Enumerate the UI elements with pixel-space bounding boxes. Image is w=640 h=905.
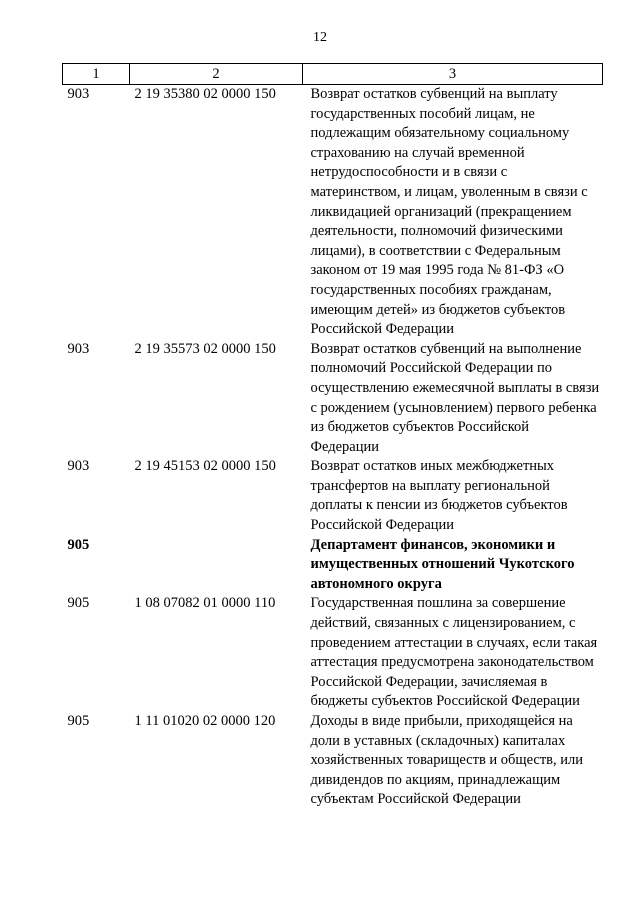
budget-code-cell: 2 19 35573 02 0000 150 (134, 340, 276, 357)
budget-code-cell (130, 536, 303, 595)
admin-code-cell: 905 (67, 595, 90, 612)
admin-code-cell: 905 (67, 713, 90, 729)
department-heading-row (63, 536, 603, 595)
table-row (63, 457, 603, 535)
budget-code-cell: 2 19 35380 02 0000 150 (134, 86, 276, 102)
budget-code-cell: 1 11 01020 02 0000 120 (134, 713, 276, 729)
description-cell: Государственная пошлина за совершение действий, связанных с лицензированием, с проведением аттестации в случаях, если такая аттестация предусмотрена законодательством Российской Федерации, зачисляемая в бюджеты субъектов Российской Федерации (310, 595, 598, 710)
column-header-1: 1 (63, 64, 130, 85)
admin-code-cell: 903 (67, 340, 90, 357)
table-row (63, 85, 603, 340)
description-cell: Доходы в виде прибыли, приходящейся на доли в уставных (складочных) капиталах хозяйственных товариществ и обществ, или дивидендов по акциям, принадлежащим субъектам Российской Федерации (310, 713, 584, 808)
table-row (63, 712, 603, 810)
department-name-cell: Департамент финансов, экономики и имущественных отношений Чукотского автономного округа (310, 536, 575, 592)
description-cell: Возврат остатков иных межбюджетных трансфертов на выплату региональной доплаты к пенсии из бюджетов субъектов Российской Федерации (310, 458, 568, 534)
table-row (63, 340, 603, 458)
description-cell: Возврат остатков субвенций на выполнение полномочий Российской Федерации по осуществлению ежемесячной выплаты в связи с рождением (усыновлением) первого ребенка из бюджетов субъектов Российской Федерации (310, 340, 600, 455)
budget-classification-table (62, 63, 603, 810)
admin-code-cell: 903 (67, 86, 90, 102)
column-header-2: 2 (130, 64, 303, 85)
page-number: 12 (313, 30, 327, 45)
description-cell: Возврат остатков субвенций на выплату государственных пособий лицам, не подлежащим обязательному социальному страхованию на случай временной нетрудоспособности и в связи с материнством, и лицам, уволенным в связи с ликвидацией организаций (прекращением деятельности, полномочий физическими лицами), в соответствии с Федеральным законом от 19 мая 1995 года № 81-ФЗ «О государственных пособиях гражданам, имеющим детей» из бюджетов субъектов Российской Федерации (310, 86, 588, 338)
budget-code-cell: 1 08 07082 01 0000 110 (134, 595, 276, 612)
admin-code-cell: 905 (67, 536, 90, 553)
budget-code-cell: 2 19 45153 02 0000 150 (134, 458, 276, 475)
column-header-3: 3 (303, 64, 603, 85)
admin-code-cell: 903 (67, 458, 90, 475)
table-header-row (63, 64, 603, 85)
table-row (63, 594, 603, 712)
